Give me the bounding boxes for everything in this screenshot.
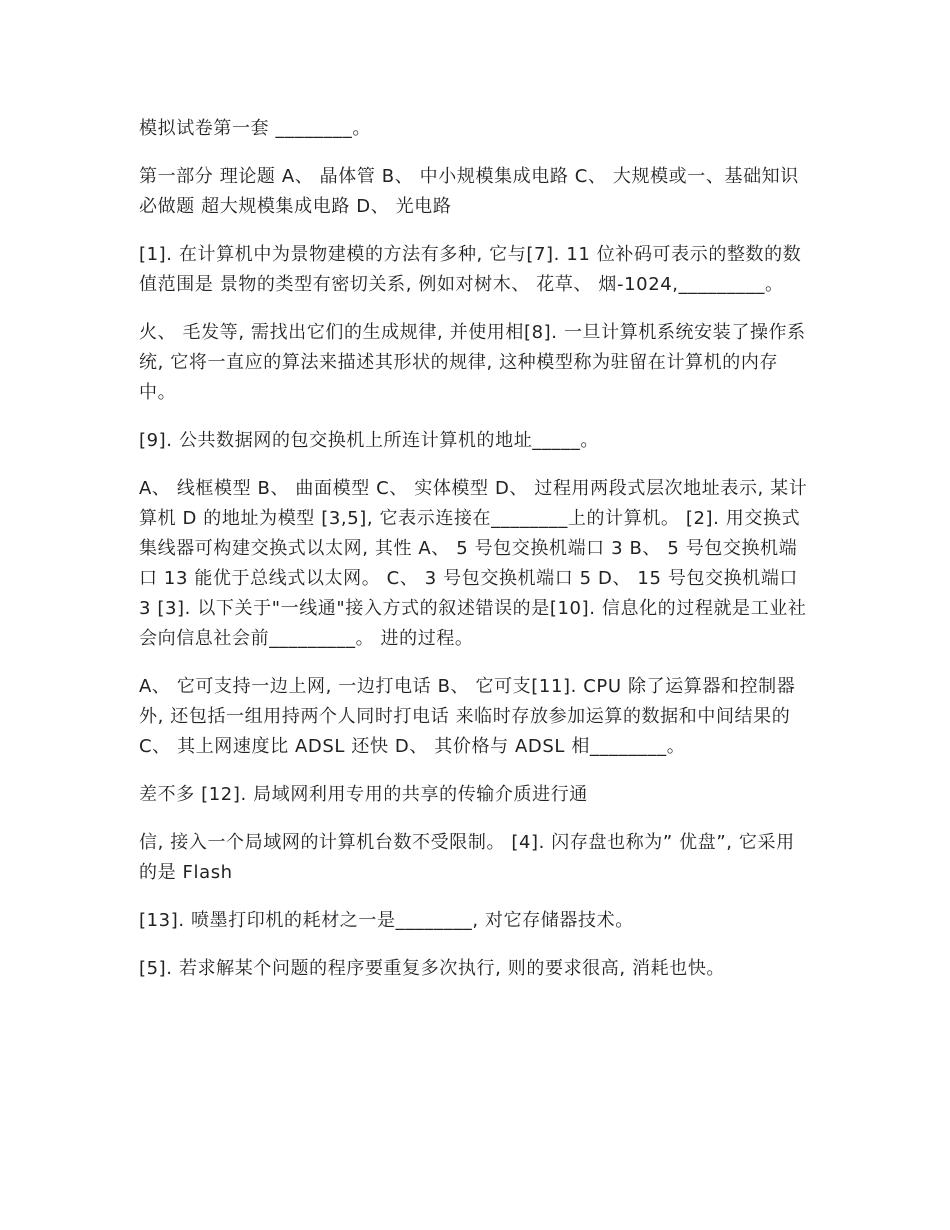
paragraph-title: 模拟试卷第一套 ________。	[139, 118, 371, 139]
document-body	[139, 114, 811, 1002]
paragraph: 第一部分 理论题 A、 晶体管 B、 中小规模集成电路 C、 大规模或一、基础知识必做题 超大规模集成电路 D、 光电路	[139, 166, 799, 217]
paragraph: 信, 接入一个局域网的计算机台数不受限制。 [4]. 闪存盘也称为” 优盘”, 它采用的是 Flash	[139, 832, 795, 883]
paragraph: [13]. 喷墨打印机的耗材之一是________, 对它存储器技术。	[139, 910, 634, 931]
paragraph: A、 线框模型 B、 曲面模型 C、 实体模型 D、 过程用两段式层次地址表示, 某计算机 D 的地址为模型 [3,5], 它表示连接在________上的计算机。 [2]. 用交换式集线器可构建交换式以太网, 其性 A、 5 号包交换机端口 3 B、 5 号包交换机端口 13 能优于总线式以太网。 C、 3 号包交换机端口 5 D、 15 号包交换机端口 3 [3]. 以下关于"一线通"接入方式的叙述错误的是[10]. 信息化的过程就是工业社会向信息社会前_________。 进的过程。	[139, 478, 808, 649]
paragraph: [9]. 公共数据网的包交换机上所连计算机的地址_____。	[139, 430, 599, 451]
paragraph: 差不多 [12]. 局域网利用专用的共享的传输介质进行通	[139, 784, 588, 805]
paragraph: [5]. 若求解某个问题的程序要重复多次执行, 则的要求很高, 消耗也快。	[139, 958, 726, 979]
paragraph: 火、 毛发等, 需找出它们的生成规律, 并使用相[8]. 一旦计算机系统安装了操作系统, 它将一直应的算法来描述其形状的规律, 这种模型称为驻留在计算机的内存中。	[139, 322, 806, 403]
paragraph: [1]. 在计算机中为景物建模的方法有多种, 它与[7]. 11 位补码可表示的整数的数值范围是 景物的类型有密切关系, 例如对树木、 花草、 烟-1024,_________。	[139, 244, 802, 295]
paragraph: A、 它可支持一边上网, 一边打电话 B、 它可支[11]. CPU 除了运算器和控制器外, 还包括一组用持两个人同时打电话 来临时存放参加运算的数据和中间结果的 C、 其上网速度比 ADSL 还快 D、 其价格与 ADSL 相________。	[139, 676, 797, 757]
